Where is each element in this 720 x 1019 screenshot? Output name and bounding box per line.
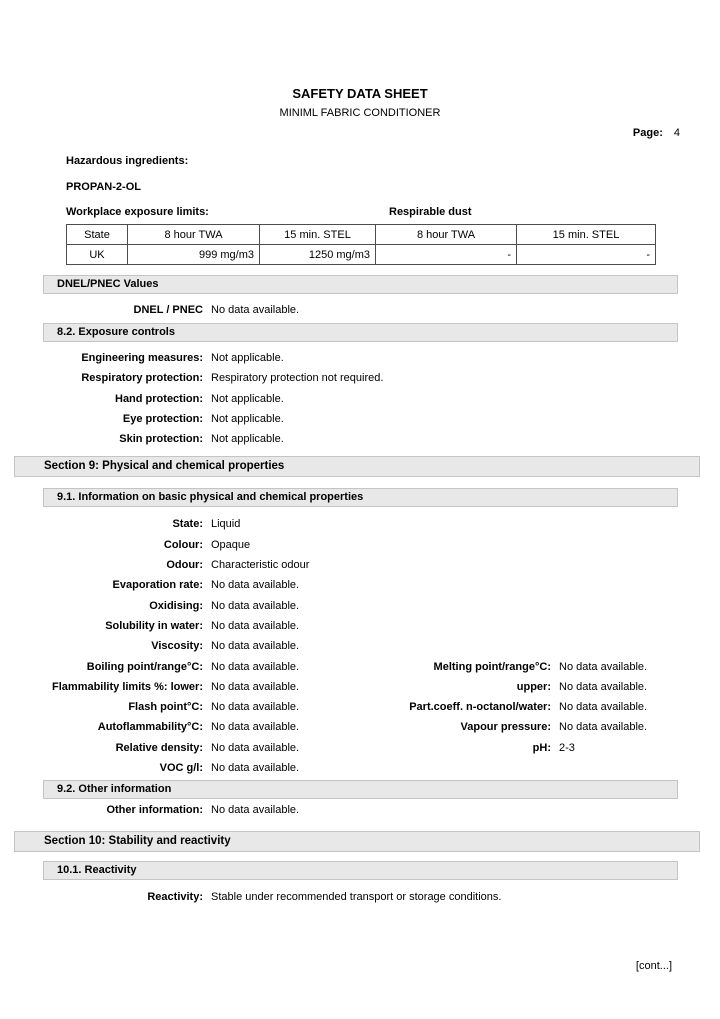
field-row: [0, 596, 720, 616]
hazardous-ingredients-heading: Hazardous ingredients:: [66, 155, 189, 167]
dnel-pnec-bar: DNEL/PNEC Values: [43, 275, 678, 294]
continued-marker: [cont...]: [635, 960, 672, 972]
field-row: [0, 369, 720, 389]
field-label: Evaporation rate:: [112, 579, 203, 592]
field-value: No data available.: [211, 640, 300, 653]
col-header-state: State: [67, 225, 128, 245]
field-value: No data available.: [211, 761, 300, 774]
field-label: Solubility in water:: [105, 619, 203, 632]
substance-name: PROPAN-2-OL: [66, 181, 141, 193]
field-row: [0, 409, 720, 429]
field-value: No data available.: [211, 660, 300, 673]
field-value: Characteristic odour: [211, 559, 310, 572]
field-value: No data available.: [211, 579, 300, 592]
table-header-row: [67, 225, 656, 245]
field-label: Boiling point/range°C:: [86, 660, 203, 673]
cell-15m-stel-dust: -: [517, 245, 656, 265]
field-row: [0, 637, 720, 657]
field-row: [0, 801, 720, 821]
field-label: Hand protection:: [115, 392, 203, 405]
workplace-exposure-caption: Workplace exposure limits:: [66, 206, 209, 218]
respirable-dust-caption: Respirable dust: [389, 206, 472, 218]
field-value: Liquid: [211, 518, 241, 531]
field-row: [0, 887, 720, 907]
field-label: Reactivity:: [147, 890, 203, 903]
field-value: No data available.: [559, 701, 648, 714]
field-row: [0, 576, 720, 596]
dnel-pnec-row: [0, 300, 720, 320]
field-label: Odour:: [166, 559, 203, 572]
field-value: No data available.: [211, 619, 300, 632]
field-row: [0, 758, 720, 778]
field-value: No data available.: [211, 701, 300, 714]
field-value: No data available.: [559, 660, 648, 673]
field-label: Vapour pressure:: [460, 721, 551, 734]
field-value: Opaque: [211, 538, 251, 551]
page-indicator: [0, 127, 720, 140]
field-label: Eye protection:: [122, 412, 203, 425]
field-value: No data available.: [211, 741, 300, 754]
document-title: SAFETY DATA SHEET: [292, 86, 428, 101]
field-value: Respiratory protection not required.: [211, 372, 384, 385]
field-value: Not applicable.: [211, 433, 284, 446]
col-header-8h-twa: 8 hour TWA: [128, 225, 260, 245]
cell-state: UK: [67, 245, 128, 265]
field-label: Part.coeff. n-octanol/water:: [409, 701, 551, 714]
field-value: No data available.: [211, 599, 300, 612]
field-label: upper:: [516, 680, 551, 693]
field-label: Relative density:: [115, 741, 203, 754]
field-label: Respiratory protection:: [81, 372, 203, 385]
field-value: No data available.: [211, 680, 300, 693]
field-label: pH:: [532, 741, 551, 754]
field-label: Skin protection:: [119, 433, 203, 446]
exposure-table-captions: [0, 206, 720, 219]
field-value: Not applicable.: [211, 392, 284, 405]
field-row: [0, 515, 720, 535]
cell-8h-twa-dust: -: [376, 245, 517, 265]
field-row: [0, 348, 720, 368]
field-label: Viscosity:: [151, 640, 203, 653]
section-9-1-bar: 9.1. Information on basic physical and chemical properties: [43, 488, 678, 507]
field-value: Not applicable.: [211, 412, 284, 425]
field-row: [0, 616, 720, 636]
exposure-limits-table: [66, 224, 656, 265]
col-header-15m-stel: 15 min. STEL: [260, 225, 376, 245]
col-header-15m-stel-dust: 15 min. STEL: [517, 225, 656, 245]
field-label: Melting point/range°C:: [433, 660, 551, 673]
section-10-bar: Section 10: Stability and reactivity: [14, 831, 700, 852]
page-number: 4: [673, 127, 680, 139]
field-label: Colour:: [163, 538, 203, 551]
section-8-2-bar: 8.2. Exposure controls: [43, 323, 678, 342]
section-10-1-bar: 10.1. Reactivity: [43, 861, 678, 880]
field-value: No data available.: [559, 680, 648, 693]
field-label: VOC g/l:: [159, 761, 203, 774]
field-label: Oxidising:: [149, 599, 203, 612]
field-value: 2-3: [559, 741, 575, 754]
page-label: Page:: [632, 127, 663, 139]
product-name: MINIML FABRIC CONDITIONER: [279, 107, 441, 119]
field-row: [0, 535, 720, 555]
field-row-double: [0, 718, 720, 738]
dnel-pnec-value: No data available.: [211, 303, 300, 316]
cell-8h-twa: 999 mg/m3: [128, 245, 260, 265]
section-9-2-bar: 9.2. Other information: [43, 780, 678, 799]
field-row-double: [0, 738, 720, 758]
field-row: [0, 429, 720, 449]
dnel-pnec-label: DNEL / PNEC: [133, 303, 203, 316]
field-row: [0, 389, 720, 409]
field-row-double: [0, 657, 720, 677]
field-row-double: [0, 697, 720, 717]
section-9-1-rows: [0, 515, 720, 779]
field-row: [0, 555, 720, 575]
field-value: Not applicable.: [211, 351, 284, 364]
cell-15m-stel: 1250 mg/m3: [260, 245, 376, 265]
field-value: Stable under recommended transport or storage conditions.: [211, 890, 502, 903]
field-label: State:: [172, 518, 203, 531]
table-row: [67, 245, 656, 265]
field-value: No data available.: [211, 721, 300, 734]
section-9-bar: Section 9: Physical and chemical properties: [14, 456, 700, 477]
field-label: Autoflammability°C:: [97, 721, 203, 734]
field-value: No data available.: [559, 721, 648, 734]
field-label: Flammability limits %: lower:: [52, 680, 203, 693]
field-value: No data available.: [211, 804, 300, 817]
col-header-8h-twa-dust: 8 hour TWA: [376, 225, 517, 245]
field-label: Other information:: [106, 804, 203, 817]
field-label: Flash point°C:: [128, 701, 203, 714]
field-label: Engineering measures:: [81, 351, 203, 364]
section-8-2-rows: [0, 348, 720, 449]
field-row-double: [0, 677, 720, 697]
